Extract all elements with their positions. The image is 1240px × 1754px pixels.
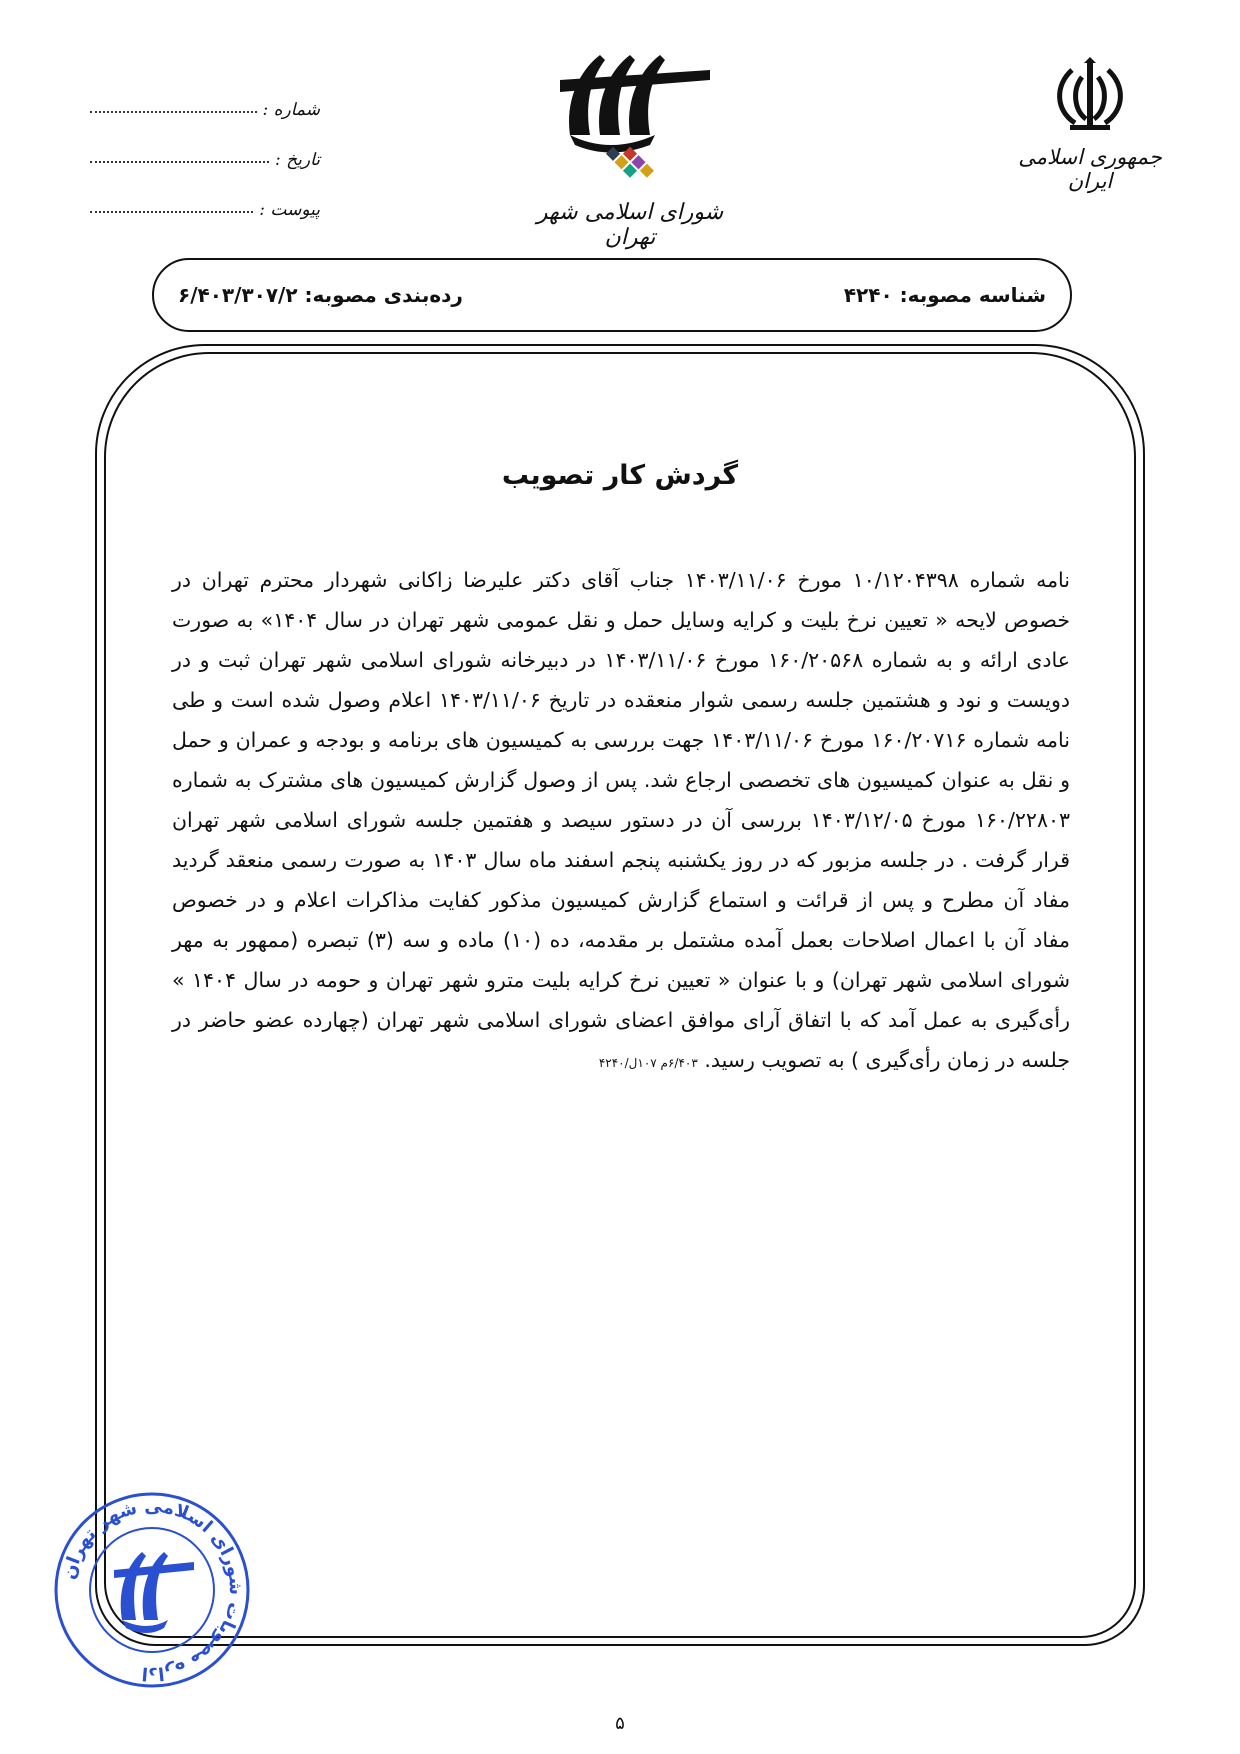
city-council-logo-caption: شورای اسلامی شهر تهران <box>536 200 724 250</box>
iran-emblem-icon <box>1050 55 1130 135</box>
document-body <box>172 560 1070 1200</box>
letter-meta-fields <box>90 70 320 220</box>
document-body-text: نامه شماره ۱۰/۱۲۰۴۳۹۸ مورخ ۱۴۰۳/۱۱/۰۶ جناب آقای دکتر علیرضا زاکانی شهردار محترم تهران در خصوص لایحه « تعیین نرخ بلیت و کرایه وسایل حمل و نقل عمومی شهر تهران در سال ۱۴۰۴» به صورت عادی ارائه و به شماره ۱۶۰/۲۰۵۶۸ مورخ ۱۴۰۳/۱۱/۰۶ در دبیرخانه شورای اسلامی شهر تهران ثبت و در دویست و نود و هشتمین جلسه رسمی شوار منعقده در تاریخ ۱۴۰۳/۱۱/۰۶ اعلام وصول شده است و طی نامه شماره ۱۶۰/۲۰۷۱۶ مورخ ۱۴۰۳/۱۱/۰۶ جهت بررسی به کمیسیون های برنامه و بودجه و عمران و حمل و نقل به عنوان کمیسیون های تخصصی ارجاع شد. پس از وصول گزارش کمیسیون های مشترک به شماره ۱۶۰/۲۲۸۰۳ مورخ ۱۴۰۳/۱۲/۰۵ بررسی آن در دستور سیصد و هفتمین جلسه شورای اسلامی شهر تهران قرار گرفت . در جلسه مزبور که در روز یکشنبه پنجم اسفند ماه سال ۱۴۰۳ به صورت رسمی منعقد گردید مفاد آن مطرح و پس از قرائت و استماع گزارش کمیسیون مذکور کفایت مذاکرات اعلام و در خصوص مفاد آن با اعمال اصلاحات بعمل آمده مشتمل بر مقدمه، ده (۱۰) ماده و سه (۳) تبصره (ممهور به مهر شورای اسلامی شهر تهران) و با عنوان « تعیین نرخ کرایه بلیت مترو شهر تهران و حومه در سال ۱۴۰۴ » رأی‌گیری به عمل آمد که با اتفاق آرای موافق اعضای شورای اسلامی شهر تهران (چهارده عضو حاضر در جلسه در زمان رأی‌گیری ) به تصویب رسید. <box>172 568 1071 1072</box>
city-council-logo <box>520 40 740 250</box>
approval-id: شناسه مصوبه: ۴۲۴۰ <box>843 283 1046 307</box>
date-field <box>90 120 320 170</box>
city-council-logo-icon <box>530 40 730 200</box>
stamp-ring-text: اداره مصوبات شورای اسلامی شهر تهران <box>58 1495 247 1685</box>
date-dotted-line <box>90 160 269 163</box>
attachment-label: پیوست : <box>259 200 320 220</box>
date-label: تاریخ : <box>275 150 320 170</box>
document-reference-number: ۶/۴۰۳م ۱۰۷ل/۴۲۴۰ <box>598 1056 698 1070</box>
attachment-field <box>90 170 320 220</box>
document-heading: گردش کار تصویب <box>501 460 739 491</box>
number-field <box>90 70 320 120</box>
approval-info-box <box>152 258 1072 332</box>
iran-emblem-caption: جمهوری اسلامی ایران <box>1018 145 1162 193</box>
council-stamp-icon <box>52 1490 252 1690</box>
number-dotted-line <box>90 110 257 113</box>
approval-classification: رده‌بندی مصوبه: ۶/۴۰۳/۳۰۷/۲ <box>178 283 463 307</box>
page-number: ۵ <box>615 1713 625 1734</box>
number-label: شماره : <box>262 100 320 120</box>
council-stamp <box>52 1490 252 1690</box>
iran-emblem <box>1000 55 1180 205</box>
attachment-dotted-line <box>90 210 253 213</box>
